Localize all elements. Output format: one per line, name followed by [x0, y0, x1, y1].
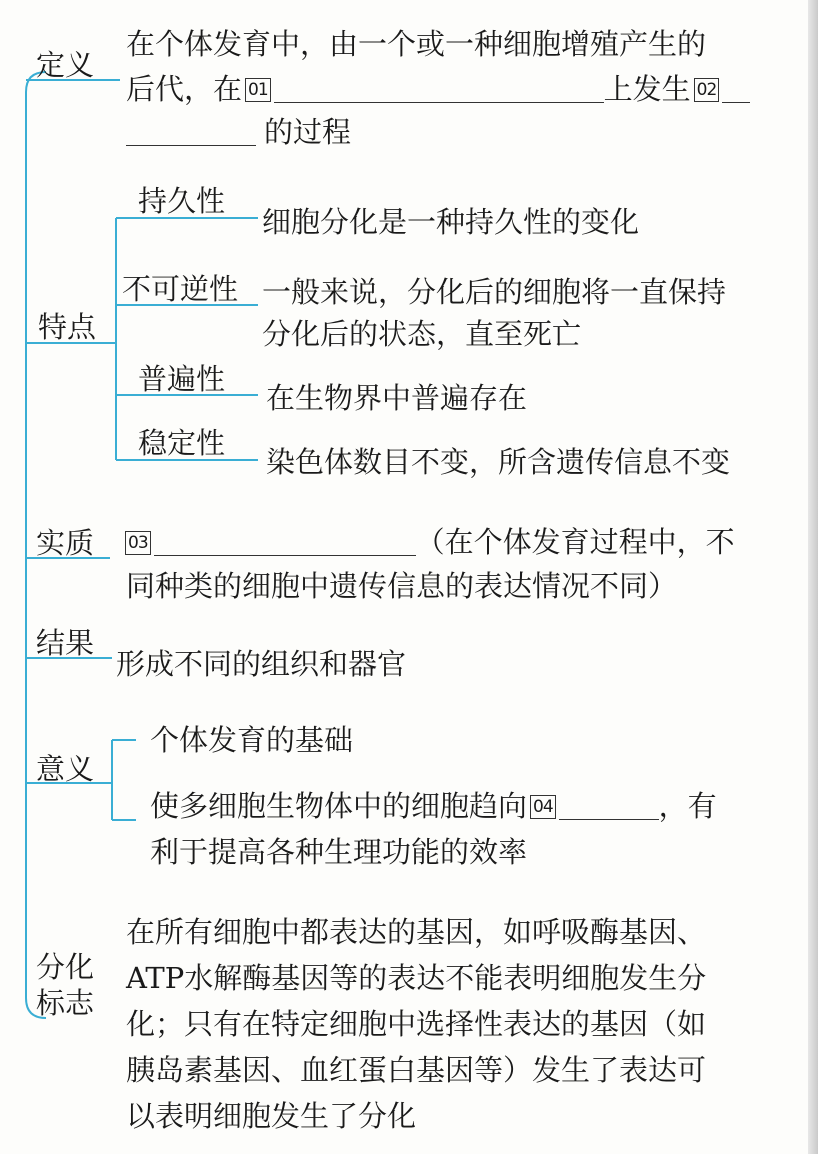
definition-text-line1: 在个体发育中，由一个或一种细胞增殖产生的	[126, 27, 707, 61]
feature-name-universality: 普遍性	[138, 362, 226, 396]
blank-number-03: 03	[125, 531, 151, 555]
significance-item-2-line2: 利于提高各种生理功能的效率	[150, 835, 528, 869]
marker-text-line3: 化；只有在特定细胞中选择性表达的基因（如	[126, 1007, 707, 1041]
marker-text-line4: 胰岛素基因、血红蛋白基因等）发生了表达可	[126, 1053, 707, 1087]
essence-label: 实质	[36, 526, 95, 560]
feature-desc-durability: 细胞分化是一种持久性的变化	[262, 205, 640, 239]
page-edge-shadow	[808, 0, 818, 1154]
significance-label: 意义	[36, 752, 95, 786]
marker-text-line5: 以表明细胞发生了分化	[126, 1099, 417, 1133]
answer-blank-02-continued[interactable]	[126, 115, 256, 146]
definition-text-line3: 的过程	[126, 110, 351, 155]
feature-desc-irreversibility-line1: 一般来说，分化后的细胞将一直保持	[262, 275, 727, 309]
marker-text-line2: ATP水解酶基因等的表达不能表明细胞发生分	[126, 961, 707, 995]
definition-label: 定义	[36, 48, 95, 82]
essence-text-line1: 03 （在个体发育过程中，不	[122, 520, 735, 565]
feature-name-durability: 持久性	[138, 184, 226, 218]
result-text: 形成不同的组织和器官	[116, 647, 407, 681]
answer-blank-03[interactable]	[154, 525, 416, 556]
marker-label-line1: 分化	[36, 950, 95, 984]
feature-desc-stability: 染色体数目不变，所含遗传信息不变	[266, 445, 731, 479]
answer-blank-01[interactable]	[274, 72, 604, 103]
answer-blank-02[interactable]	[722, 72, 750, 103]
marker-label-line2: 标志	[36, 986, 95, 1020]
answer-blank-04[interactable]	[559, 789, 659, 820]
significance-item-1: 个体发育的基础	[150, 723, 354, 757]
blank-number-04: 04	[530, 795, 556, 819]
blank-number-02: 02	[694, 78, 720, 102]
result-label: 结果	[36, 626, 95, 660]
blank-number-01: 01	[245, 78, 271, 102]
marker-text-line1: 在所有细胞中都表达的基因，如呼吸酶基因、	[126, 915, 707, 949]
feature-name-irreversibility: 不可逆性	[122, 272, 239, 306]
essence-text-line2: 同种类的细胞中遗传信息的表达情况不同）	[126, 569, 678, 603]
feature-name-stability: 稳定性	[138, 426, 226, 460]
definition-text-line2: 后代，在 01 上发生 02	[126, 67, 750, 112]
feature-desc-irreversibility-line2: 分化后的状态，直至死亡	[262, 317, 582, 351]
features-label: 特点	[38, 310, 97, 344]
significance-item-2-line1: 使多细胞生物体中的细胞趋向 04 ，有	[150, 789, 717, 823]
feature-desc-universality: 在生物界中普遍存在	[266, 381, 528, 415]
